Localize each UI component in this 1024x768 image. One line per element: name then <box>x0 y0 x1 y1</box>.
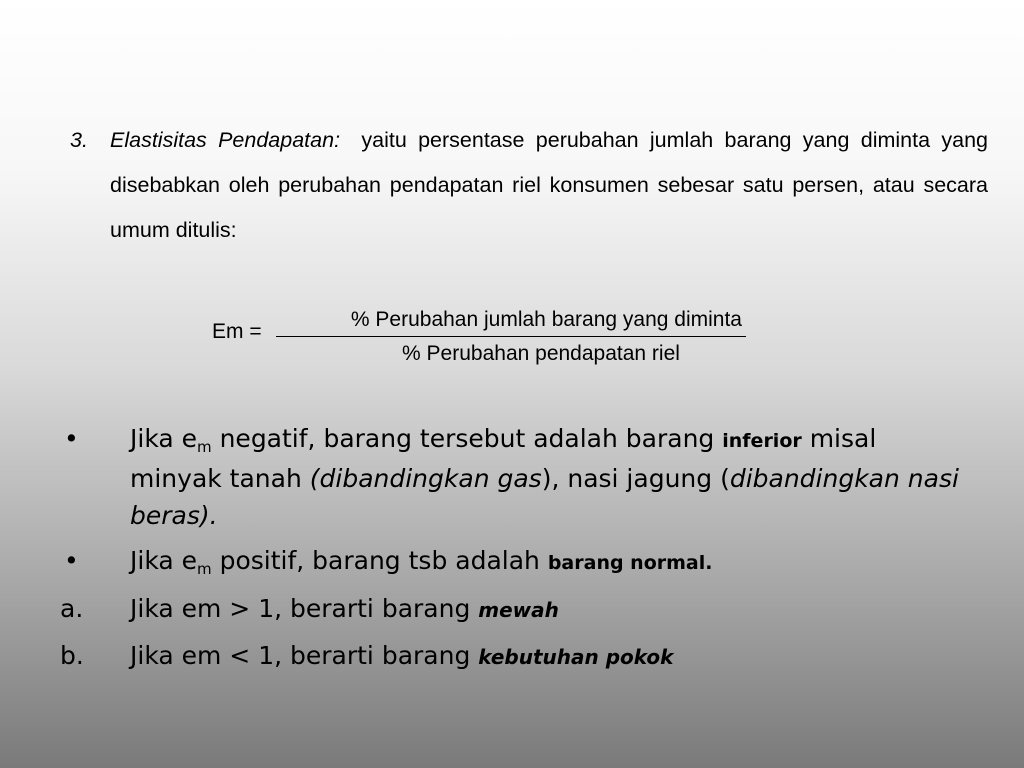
list-marker-a: a. <box>60 594 84 623</box>
bold-term: inferior <box>722 430 802 452</box>
list-item-normal <box>60 542 960 582</box>
italic-text: dibandingkan nasi beras). <box>130 464 959 530</box>
subscript: m <box>197 438 212 456</box>
item-text: Jika em < 1, berarti barang <box>130 641 479 670</box>
bullet-list <box>60 420 960 684</box>
list-item-necessity <box>60 637 960 676</box>
formula-fraction <box>276 306 746 368</box>
formula-denominator: % Perubahan pendapatan riel <box>402 342 680 365</box>
item-text: Jika e <box>130 424 198 453</box>
list-item-luxury <box>60 590 960 629</box>
emphasis-term: kebutuhan pokok <box>478 645 674 669</box>
item-text: Jika em > 1, berarti barang <box>130 594 479 623</box>
definition-block <box>70 118 988 253</box>
formula-lhs: Em = <box>212 320 262 343</box>
item-text: Jika e <box>130 546 198 575</box>
bullet-marker: • <box>64 424 79 453</box>
italic-text: (dibandingkan gas <box>309 464 542 493</box>
definition-paragraph <box>110 118 988 253</box>
formula-numerator: % Perubahan jumlah barang yang diminta <box>350 308 742 331</box>
bullet-marker: • <box>64 546 79 575</box>
list-item-inferior <box>60 420 960 534</box>
fraction-bar <box>276 336 746 337</box>
definition-number: 3. <box>70 128 88 152</box>
item-text: misal minyak tanah <box>130 424 877 493</box>
bold-term: barang normal. <box>547 552 713 574</box>
item-text: ), nasi jagung ( <box>541 464 730 493</box>
emphasis-term: mewah <box>478 598 559 622</box>
definition-text: yaitu persentase perubahan jumlah barang yang diminta yang disebabkan oleh perubahan pendapatan riel konsumen sebesar satu persen, atau secara umum ditulis: <box>110 128 988 242</box>
item-text: negatif, barang tersebut adalah barang <box>211 424 723 453</box>
elasticity-formula <box>212 306 752 368</box>
definition-term: Elastisitas Pendapatan: <box>110 128 341 152</box>
subscript: m <box>197 560 212 578</box>
list-marker-b: b. <box>60 641 84 670</box>
item-text: positif, barang tsb adalah <box>211 546 548 575</box>
